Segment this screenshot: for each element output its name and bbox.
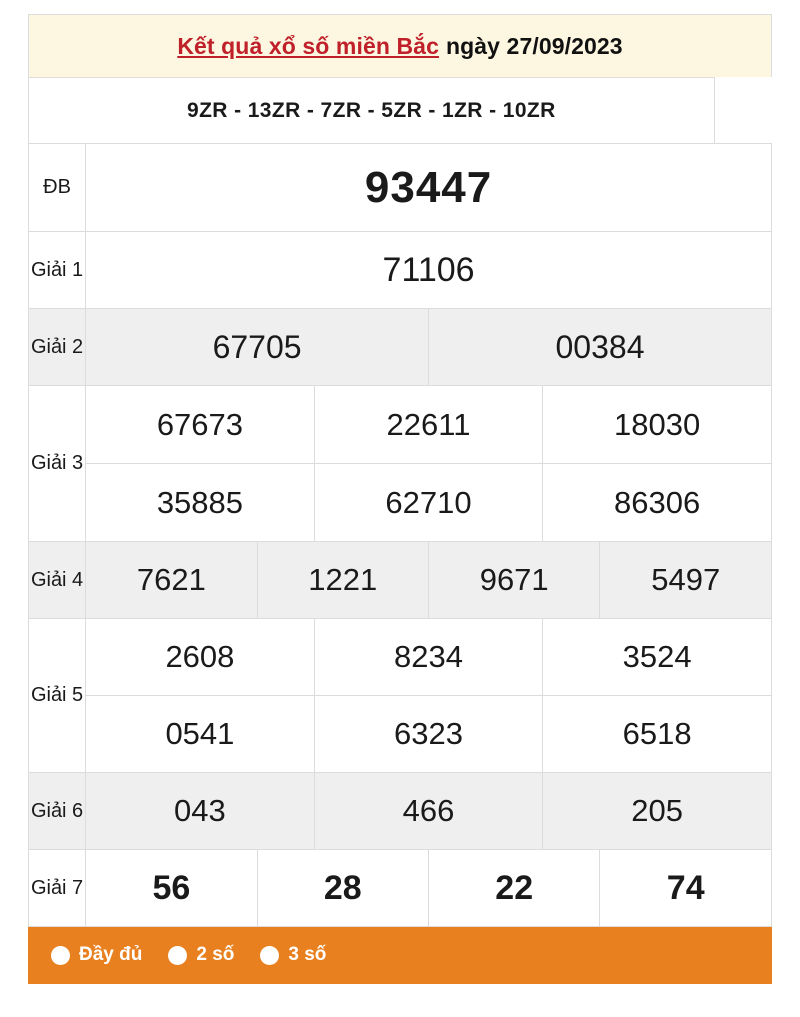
prize-value-g5-5: 6323 [314,696,543,773]
prize-value-g7-4: 74 [600,850,772,927]
table-row [29,619,772,696]
display-mode-options [28,927,772,984]
prize-label-g4: Giải 4 [29,542,86,619]
prize-value-db: 93447 [86,144,772,232]
display-mode-full-label: Đầy đủ [79,944,143,965]
prize-value-g5-1: 2608 [86,619,315,696]
prize-label-g7: Giải 7 [29,850,86,927]
prize-value-g5-3: 3524 [543,619,772,696]
prize-label-g3: Giải 3 [29,386,86,542]
province-codes: 9ZR - 13ZR - 7ZR - 5ZR - 1ZR - 10ZR [29,78,715,144]
prize-value-g3-2: 22611 [314,386,543,464]
display-mode-2-digits-label: 2 số [196,944,235,965]
prize-value-g4-4: 5497 [600,542,772,619]
results-date: ngày 27/09/2023 [445,32,623,59]
prize-value-g7-3: 22 [428,850,599,927]
display-mode-2-digits[interactable] [168,944,234,966]
radio-icon [260,946,279,965]
table-row [29,464,772,542]
prize-value-g3-4: 35885 [86,464,315,542]
prize-value-g4-1: 7621 [86,542,257,619]
table-row [29,144,772,232]
table-row [29,386,772,464]
prize-value-g5-4: 0541 [86,696,315,773]
prize-value-g3-1: 67673 [86,386,315,464]
prize-value-g3-3: 18030 [543,386,772,464]
table-row [29,232,772,309]
prize-label-db: ĐB [29,144,86,232]
prize-value-g4-3: 9671 [428,542,599,619]
page-title [28,14,772,77]
prize-value-g2-1: 67705 [86,309,429,386]
prize-value-g5-2: 8234 [314,619,543,696]
prize-value-g6-3: 205 [543,773,772,850]
table-row [29,850,772,927]
prize-label-g1: Giải 1 [29,232,86,309]
prize-value-g2-2: 00384 [428,309,771,386]
table-row [29,309,772,386]
display-mode-3-digits[interactable] [260,944,326,966]
table-row-codes [29,78,772,144]
prize-label-g5: Giải 5 [29,619,86,773]
prize-value-g5-6: 6518 [543,696,772,773]
prize-value-g1: 71106 [86,232,772,309]
prize-value-g7-2: 28 [257,850,428,927]
prize-label-g2: Giải 2 [29,309,86,386]
prize-label-g6: Giải 6 [29,773,86,850]
results-title-link[interactable]: Kết quả xổ số miền Bắc [177,32,439,59]
table-row [29,696,772,773]
prize-value-g3-6: 86306 [543,464,772,542]
display-mode-full[interactable] [51,944,142,966]
radio-icon [168,946,187,965]
prize-value-g4-2: 1221 [257,542,428,619]
table-row [29,542,772,619]
prize-value-g6-2: 466 [314,773,543,850]
display-mode-3-digits-label: 3 số [288,944,327,965]
radio-selected-icon [51,946,70,965]
table-row [29,773,772,850]
results-table [28,77,772,927]
prize-value-g6-1: 043 [86,773,315,850]
prize-value-g3-5: 62710 [314,464,543,542]
prize-value-g7-1: 56 [86,850,257,927]
